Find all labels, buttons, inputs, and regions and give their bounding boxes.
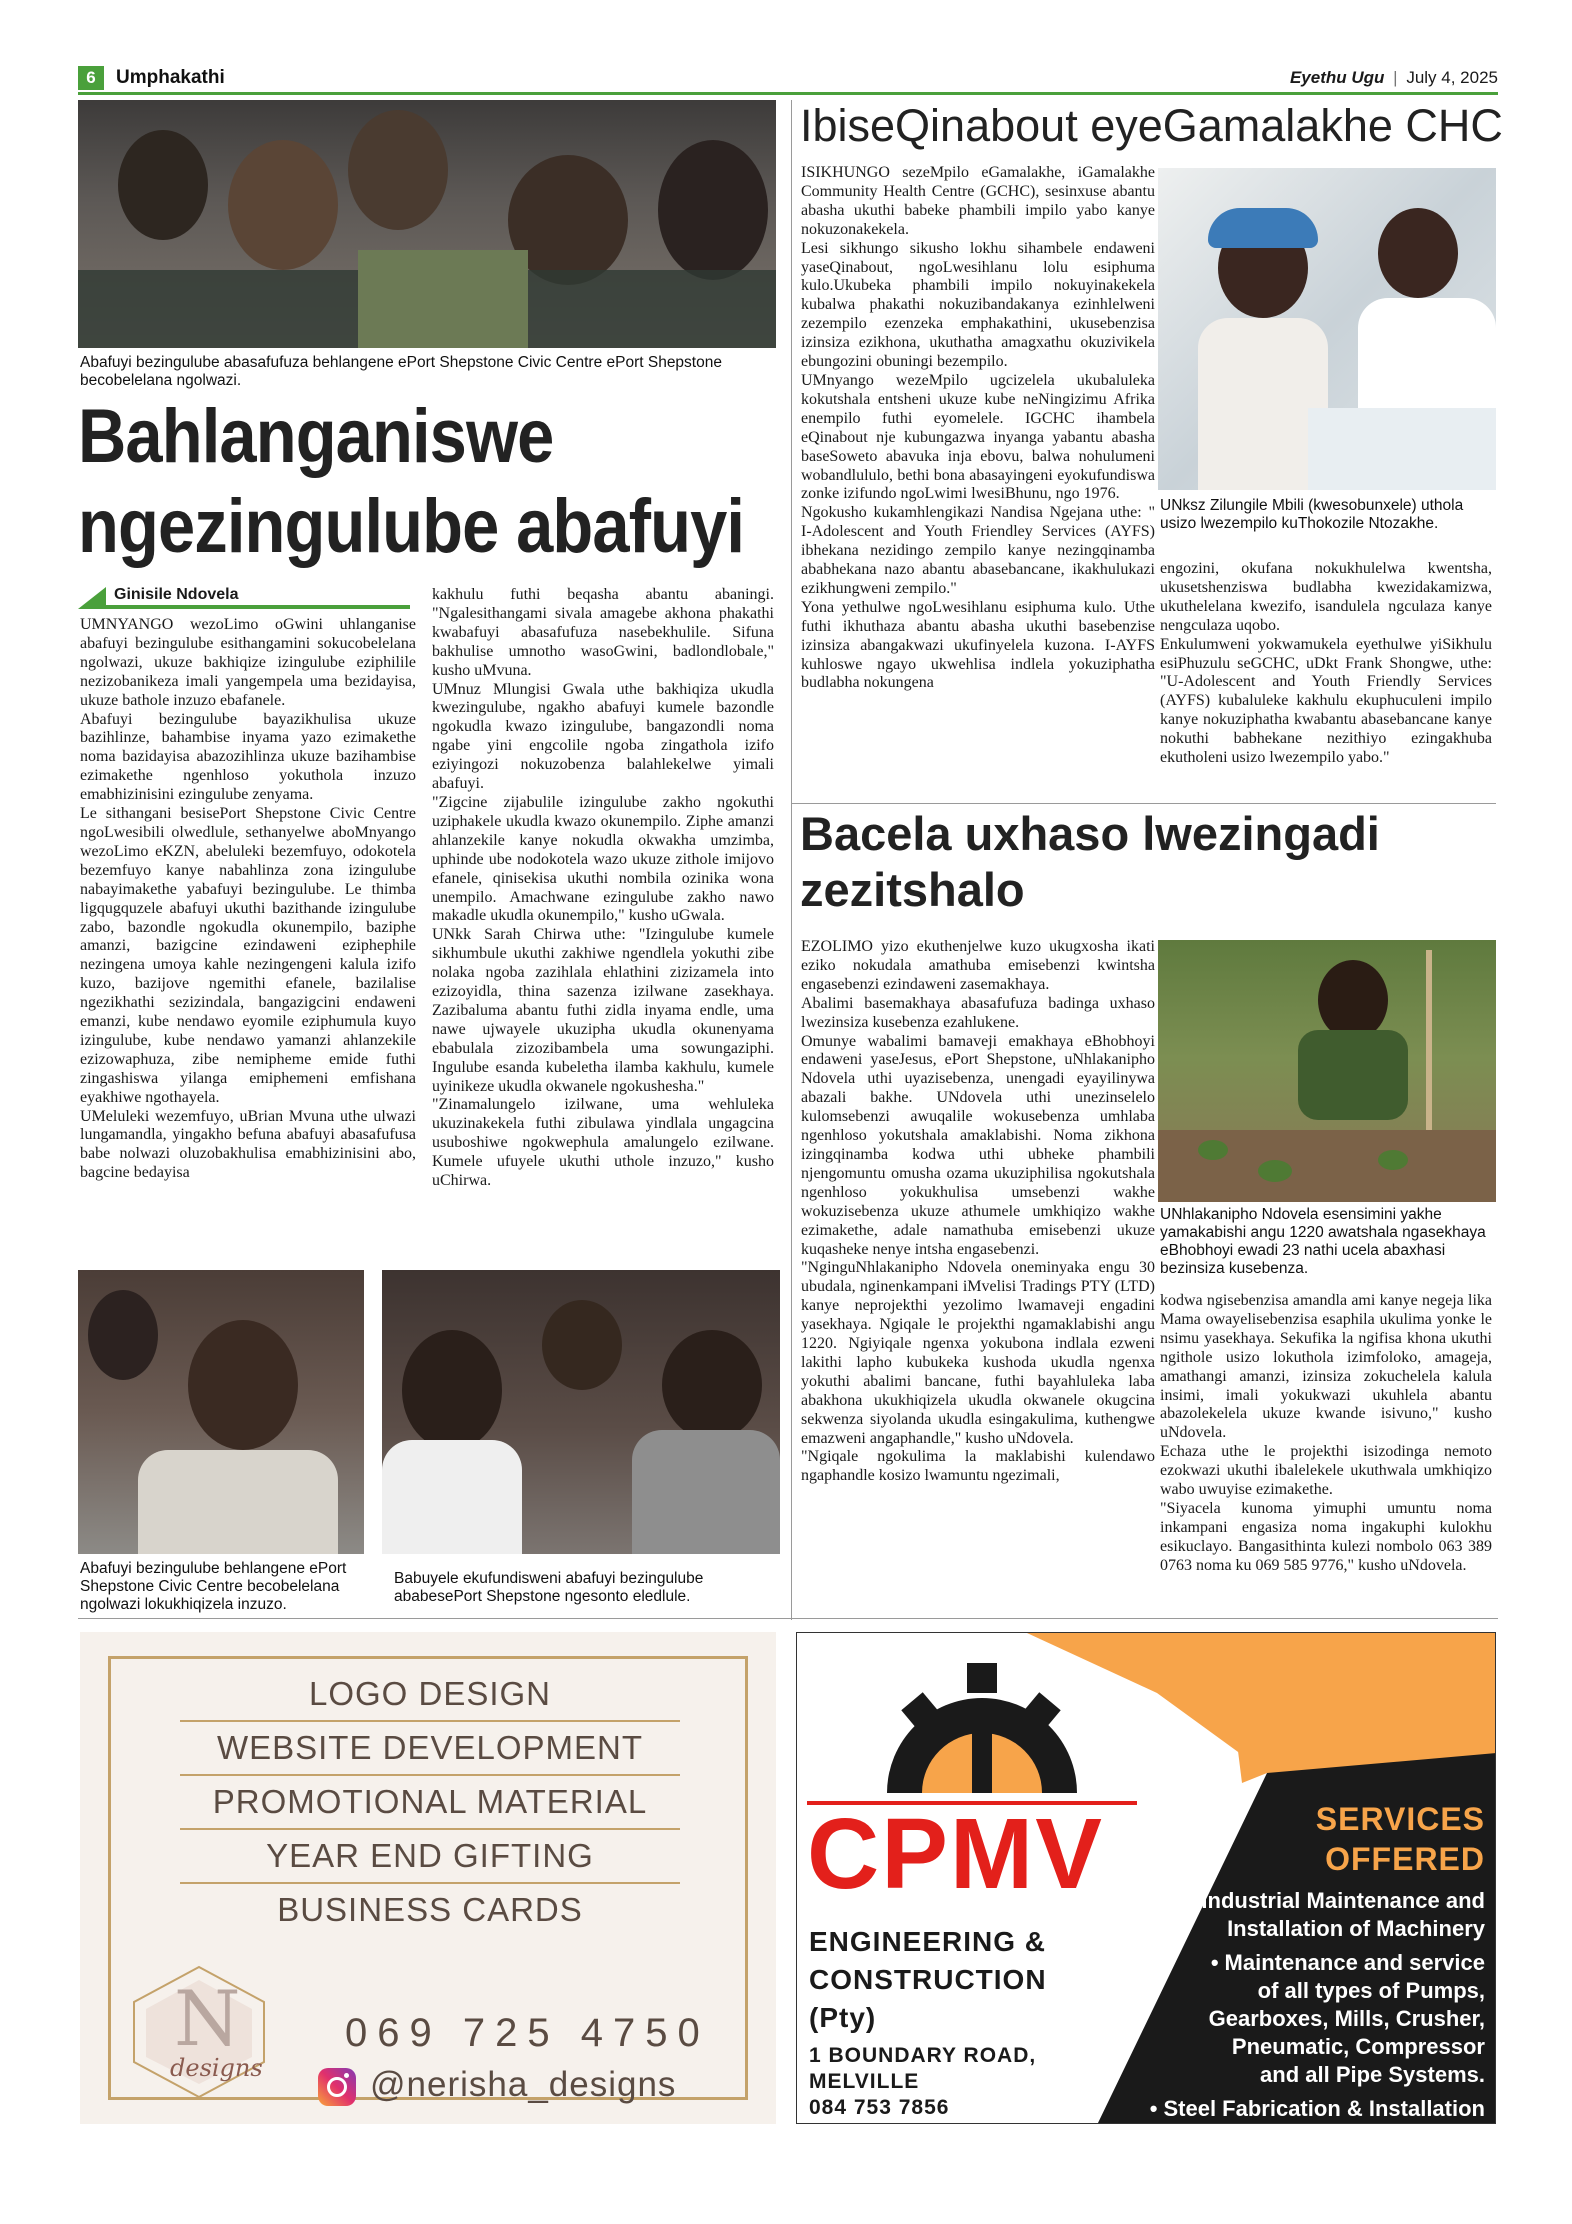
paragraph: UMnyango wezeMpilo ugcizelela ukubaluleka kokutshala entsheni ukuze kube neNingizimu Afrika enempilo futhi eyomelele. IGCHC ihambela eQinabout nje kubungazwa inyanga yabantu abasha baseSoweto abavuka inja ebovu, balwa nohulumeni wobandlululo, bethi bona abasayingeni eyokufundiswa zonke izifundo ngoLwimi lwesiBhunu, ngo 1976. xyxy=(801,371,1155,503)
header-separator: | xyxy=(1393,68,1398,87)
ad-phone: 069 725 4750 xyxy=(345,2011,710,2055)
farmer-garden-photo xyxy=(1158,940,1496,1202)
ad-line-logo-design: LOGO DESIGN xyxy=(308,1675,552,1712)
ads-top-rule xyxy=(78,1618,1498,1619)
ad-address-line2: MELVILLE xyxy=(809,2070,920,2093)
nerisha-logo xyxy=(124,1962,274,2102)
ad-line-business-cards: BUSINESS CARDS xyxy=(277,1891,583,1928)
cpmv-ad xyxy=(796,1632,1496,2124)
ad-line-promotional: PROMOTIONAL MATERIAL xyxy=(212,1783,648,1820)
paragraph: Abalimi basemakhaya abasafufuza badinga uxhaso lwezinsiza kusebenza ezahlukene. xyxy=(801,994,1155,1031)
article3-column2 xyxy=(1160,1292,1492,1612)
health-service-photo xyxy=(1158,168,1496,490)
paragraph: Echaza uthe le projekthi isizodinga nemoto ezokwazi ukuthi ibalelekele ukuthwala umkhiqizo wabo uwuyise ezimakethe. xyxy=(1160,1443,1492,1499)
paragraph: "NginguNhlakanipho Ndovela oneminyaka engu 30 ubudala, nginenkampani iMvelisi Tradings PTY (LTD) kanye neprojekthi yezolimo lwamaveji engadini yasekhaya. Ngiqale le projekthi ngamaklabishi angu 1220. Ngiyiqale ngenxa yokubona indlala ezweni lakithi lapho kubukeka kushoda ukudla ngenxa yokuthi abalimi bancane, futhi bayahluleka laba abakhona ukukhiqizela ukudla okwanele okugcina sekwenza siyolanda ukudla esingakulima, kuthengwe emazweni angaphandle," kusho uNdovela. xyxy=(801,1259,1155,1447)
logo-script-word: designs xyxy=(170,2054,263,2082)
instagram-icon xyxy=(318,2068,356,2106)
paragraph: kakhulu futhi beqasha abantu abaningi. "Ngalesithangami sivala amagebe akhona phakathi kwabafuyi abasafufuza nasebekhulile. Sifuna bakhulise umnotho wasoGwini, badlondlobale," kusho uMvuna. xyxy=(432,586,774,679)
article1-headline-line1: Bahlanganiswe xyxy=(78,394,554,479)
paragraph: "Siyacela kunoma yimuphi umuntu noma inkampani engasiza noma ingakuphi kulokhu esikuclayo. Bangasithinta kulezi nombolo 063 389 0763 noma ku 069 585 9776," kusho uNdovela. xyxy=(1160,1499,1492,1574)
page-number: 6 xyxy=(78,66,104,90)
paragraph: kodwa ngisebenzisa amandla ami kanye negeja lika Mama owayelisebenzisa esaphila ukulima yonke le nsimu yasekhaya. Sekufika la ngifisa khona ukuthi ngithole usizo lokuthola izimfoloko, amageja, amathangi amanzi, izinsiza zokuchelela kalula insimi, imali yokukwazi ukuhlela abantu abazolekelela ukuze kwande isivuno," kusho uNdovela. xyxy=(1160,1292,1492,1442)
ad-line-website: WEBSITE DEVELOPMENT xyxy=(216,1729,644,1766)
services-title xyxy=(1316,1799,1485,1879)
pig-farmers-audience-photo xyxy=(78,100,776,348)
page-header xyxy=(78,66,1498,94)
byline-bar xyxy=(78,587,410,609)
paragraph: ISIKHUNGO sezeMpilo eGamalakhe, iGamalakhe Community Health Centre (GCHC), sesinxuse abantu abasha ukuthi babeke phambili impilo yabo kanye nokuzonakekela. xyxy=(801,164,1155,238)
paragraph: EZOLIMO yizo ekuthenjelwe kuzo ukugxosha ikati eziko nokudala amathuba emisebenzi kwintsha engasebenzi ezindaweni zasemakhaya. xyxy=(801,938,1155,993)
paragraph: UMeluleki wezemfuyo, uBrian Mvuna uthe ulwazi lungamandla, yingakho befuna abafuyi abasafufusa babe nolwazi oluzobakhulisa emabhizinisini abo, bagcine bedayisa xyxy=(80,1107,416,1182)
article3-headline-line2: zezitshalo xyxy=(800,863,1025,916)
paragraph: engozini, okufana nokukhulelwa kwentsha, ukusetshenziswa budlabha kwezidakamizwa, ukuthelelana kwezifo, isandulela ngculaza kanye nengculaza uqobo. xyxy=(1160,560,1492,634)
paragraph: "Ngiqale ngokulima la maklabishi kulendawo ngaphandle kosizo lwamuntu ngezimali, xyxy=(801,1448,1155,1485)
section-title: Umphakathi xyxy=(116,67,225,88)
ad-company-subtitle: ENGINEERING & CONSTRUCTION (Pty) xyxy=(809,1926,1047,2033)
article1-headline xyxy=(78,392,745,572)
farmers-seated-photo xyxy=(78,1270,364,1554)
paragraph: "Zigcine zijabulile izingulube zakho ngokuthi uziphakele ukudla kwazo okunempilo. Ziphe amanzi ahlanzekile kanye nokudla okwakha umzimba, uphinde ube nodokotela wazo ukuze zithole imijovo efanele, qinisekisa ukuthi nombila ozinika wona unempilo. Amachwane ezingulube zakho nawo makadle ukudla okunempilo," kusho uGwala. xyxy=(432,793,774,925)
ad-address xyxy=(809,2043,1036,2121)
nerisha-designs-ad xyxy=(80,1632,776,2124)
paragraph: Abafuyi bezingulube bayazikhulisa ukuze bazihlinze, bahambise inyama yazo ezimakethe noma bazidayisa abazozihlinza ukuze bazihambise ezimakethe ngenhloso yokuthola inzuzo emabhizinisini ezingulube zenyama. xyxy=(80,710,416,804)
article2-column2 xyxy=(1160,560,1492,800)
paragraph: "Zinamalungelo izilwane, uma wehluleka ukuzinakekela futhi zibulawa yindlala ungagcina usuboshiwe ngokwephula amalungelo ezilwane. Kumele ufuyele ukuthi uthole inzuzo," kusho uChirwa. xyxy=(432,1096,774,1190)
service-item: • Steel Fabrication & Installation xyxy=(1149,2096,1485,2121)
farmers-training-photo xyxy=(382,1270,780,1554)
article3-headline-line1: Bacela uxhaso lwezingadi xyxy=(800,807,1380,860)
article2-column1 xyxy=(801,164,1155,794)
paragraph: UMnuz Mlungisi Gwala uthe bakhiqiza ukudla kwezingulube, ngakho abafuyi kumele bazondle ngokudla kwazo izingulube, bangazondli noma ngabe yini engcolile ngoba zingathola izifo eziyingozi nokuzobenza balahlekelwe yimali abafuyi. xyxy=(432,680,774,793)
gear-helmet-icon xyxy=(867,1643,1097,1793)
ad-service-list xyxy=(180,1672,680,1932)
article3-photo-caption: UNhlakanipho Ndovela esensimini yakhe yamakabishi angu 1220 awatshala ngasekhaya eBhobhoyi ewadi 23 nathi ucela abaxhasi bezinsiza kusebenza. xyxy=(1160,1206,1486,1277)
paragraph: Lesi sikhungo sikusho lokhu sihambele endaweni yaseQinabout, ngoLwesihlanu lolu esiphuma kulo.Ukubeka phambili impilo nokuyinakekela kubalwa phakathi nokuzibandakanya ezinhlelweni zezempilo ezenzeka emphakathini, ukusebenzisa izinsiza ezikhona, ukuthatha amagxathu okuzivikela ebungozini obuningi bezempilo. xyxy=(801,239,1155,371)
top-photo-caption: Abafuyi bezingulube abasafufuza behlangene ePort Shepstone Civic Centre ePort Shepstone becobelelana ngolwazi. xyxy=(80,354,722,389)
paragraph: Le sithangani besisePort Shepstone Civic Centre ngoLwesibili olwedlule, sethanyelwe aboMnyango wezoLimo eKZN, abeluleki bezemfuyo, odokotela bezemfuyo kanye nabahlinza zona izingulube nabayimakethe yabafuyi bezingulube. Le thimba ligqugquzele abafuyi ukuthi bazithande izingulube zabo, bazondle ngokudla okunempilo, baziphe amanzi, bazigcine ezindaweni eziphephile nezingena umoya kahle nezingengeni kalula izifo kuzo, bazijove ngemithi efanele, bazilalise ngezikhathi sezizindala, bangazigcini endaweni emanzi, kube nendawo eyomile eziphumula kuyo izingulube, kube nendawo yamanzi ahlanzekile ezizowaphuza, zibe nemipheme emide futhi zingashiswa yilanga emiphemeni emfishana eyakhiwe ngothayela. xyxy=(80,805,416,1106)
ad-phone-number: 084 753 7856 xyxy=(809,2096,950,2119)
article3-headline xyxy=(800,806,1500,918)
paper-name: Eyethu Ugu xyxy=(1289,68,1385,87)
service-item: • Industrial Maintenance and Installation of Machinery xyxy=(1187,1888,1485,1941)
services-title-line2: OFFERED xyxy=(1325,1841,1485,1877)
issue-date: July 4, 2025 xyxy=(1406,68,1498,87)
services-title-line1: SERVICES xyxy=(1315,1801,1485,1837)
article2-bottom-rule xyxy=(791,803,1496,804)
header-dateline xyxy=(1290,66,1498,90)
photo3-caption: Babuyele ekufundisweni abafuyi bezingulube ababesePort Shepstone ngesonto eledlule. xyxy=(394,1570,704,1605)
article1-column1 xyxy=(80,616,416,1246)
service-item: • Maintenance and service of all types of Pumps, Gearboxes, Mills, Crusher, Pneumatic, Compressor and all Pipe Systems. xyxy=(1208,1950,1485,2087)
paragraph: Ngokusho kukamhlengikazi Nandisa Ngejana uthe: " I-Adolescent and Youth Friendley Services (AYFS) ibhekana nezidingo zempilo kanye nezingqinamba ababhekana nazo abantu abasebancane, ikakhulukazi ezikhungweni zempilo." xyxy=(801,504,1155,597)
ad-address-line1: 1 BOUNDARY ROAD, xyxy=(809,2044,1037,2067)
byline-rule xyxy=(102,605,410,609)
ad-brand: CPMV xyxy=(807,1798,1104,1910)
article1-headline-line2: ngezingulube abafuyi xyxy=(78,484,745,569)
ad-line-gifting: YEAR END GIFTING xyxy=(266,1837,594,1874)
article3-column1 xyxy=(801,938,1155,1608)
article1-column2 xyxy=(432,586,774,1246)
article2-photo-caption: UNksz Zilungile Mbili (kwesobunxele) uthola usizo lwezempilo kuThokozile Ntozakhe. xyxy=(1160,497,1464,532)
paragraph: Omunye wabalimi bamaveji emakhaya eBhobhoyi endaweni yaseJesus, ePort Shepstone, uNhlakanipho Ndovela uthi uyazisebenza, unengadi eyayilinywa abazali bakhe. UNdovela uthi unezinselelo kulomsebenzi awuqalile wokusebenza umhlaba ngenhloso yokutshala amaklabishi. Noma zikhona izingqinamba kodwa uthi ubheke phambili njengomuntu omusha ozama ukuziphilisa ngokutshala ngenhloso yokukhulisa umsebenzi wakhe wokuzisebenza ukuze athumele umkhiqizo wakhe ezimakethe, adale namathuba emisebenzi ukuze kuqasheke nenye intsha engasebenzi. xyxy=(801,1032,1155,1258)
paragraph: UMNYANGO wezoLimo oGwini uhlanganise abafuyi bezingulube esithangamini sokucobelelana ngolwazi, ukuze bakhiqize izingulube eziphilile nezizobanikeza imali yangempela uma bezidayisa, ukuze bathole inzuzo ebafanele. xyxy=(80,616,416,709)
header-rule xyxy=(78,92,1498,95)
byline-author: Ginisile Ndovela xyxy=(114,586,239,603)
paragraph: UNkk Sarah Chirwa uthe: "Izingulube kumele sikhumbule ukuthi zakhiwe ngendlela yokuthi zibe nolaka ngoba zazihlala ehlathini zizizamela into ezizoyidla, thina sazenza izilwane zasekhaya. Zazibaluma abantu futhi zidla inyama endle, uma nawe ujwayele ukuzipha ukudla okunenyama ebabulala zizozibambela uma sowungaziphi. Ingulube esanda kubeletha ilamba kakhulu, kumele uyinikeze ukudla okwanele ngokushesha." xyxy=(432,926,774,1095)
services-list xyxy=(1065,1887,1485,2123)
article2-headline: IbiseQinabout eyeGamalakhe CHC xyxy=(800,100,1503,151)
ad-instagram-handle: @nerisha_designs xyxy=(370,2065,677,2104)
paragraph: Enkulumweni yokwamukela eyethulwe yiSikhulu esiPhuzulu seGCHC, uDkt Frank Shongwe, uthe: "U-Adolescent and Youth Friendly Services (AYFS) kubaluleke kakhulu ekuphuculeni impilo kanye nokuziphatha kwabantu abasebancane kanye nokuthi babhekane nezithiyo ezingakhuba ekutholeni usizo lwezempilo yabo." xyxy=(1160,635,1492,767)
logo-letter: N xyxy=(174,1974,241,2063)
photo2-caption: Abafuyi bezingulube behlangene ePort Shepstone Civic Centre becobelelana ngolwazi lokukhiqizela inzuzo. xyxy=(80,1560,347,1613)
column-divider xyxy=(791,100,792,1620)
paragraph: Yona yethulwe ngoLwesihlanu esiphuma kulo. Uthe futhi ikhuthaza abantu abasha ukuthi basebenzise izinsiza abangakwazi ukufinyelela kuzona. I-AYFS kuhloswe ngayo ukwehlisa indlela yokuziphatha budlabha nokungena xyxy=(801,598,1155,692)
